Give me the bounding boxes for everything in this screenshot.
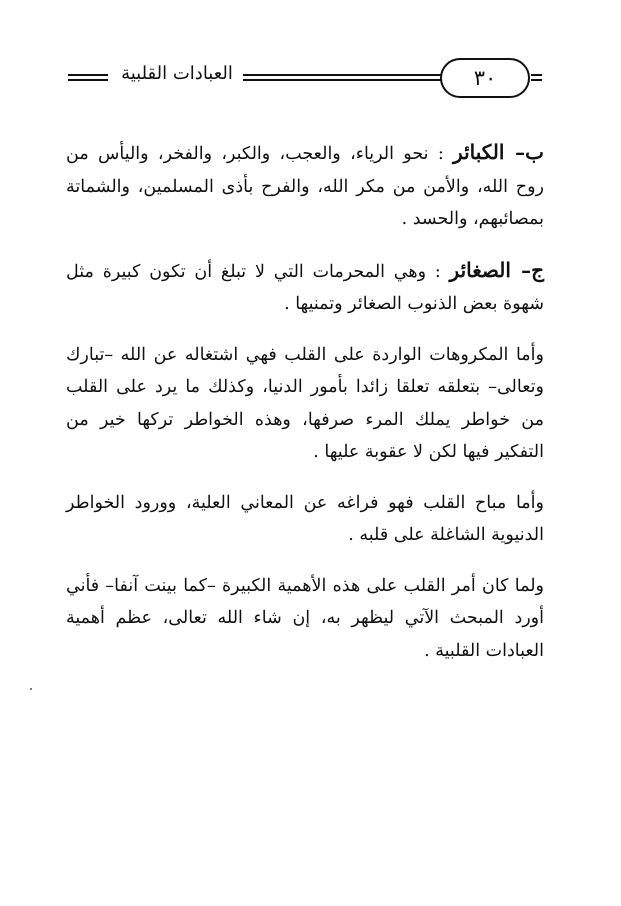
body-text: [66, 136, 544, 685]
running-header: [68, 58, 542, 98]
page-number: ٣٠: [440, 58, 530, 98]
paragraph-saghair: [66, 254, 544, 321]
term-kabair: ب– الكبائر: [453, 140, 544, 164]
scan-speck: [30, 688, 32, 690]
paragraph-makruhat: وأما المكروهات الواردة على القلب فهي اشتغاله عن الله –تبارك وتعالى– بتعلقه تعلقا زائدا بأمور الدنيا، وكذلك ما يرد على القلب من خواطر يملك المرء صرفها، وهذه الخواطر تركها خير من التفكير فيها لكن لا عقوبة عليها .: [66, 344, 544, 462]
paragraph-text: : نحو الرياء، والعجب، والكبر، والفخر، واليأس من روح الله، والأمن من مكر الله، والفرح بأذى المسلمين، والشماتة بمصائبهم، والحسد .: [66, 144, 544, 229]
term-saghair: ج– الصغائر: [449, 257, 544, 282]
paragraph-text: : وهي المحرمات التي لا تبلغ أن تكون كبيرة مثل شهوة بعض الذنوب الصغائر وتمنيها .: [66, 261, 544, 314]
running-title: العبادات القلبية: [121, 63, 233, 84]
header-rule-left: [68, 74, 108, 81]
paragraph-kabair: [66, 136, 544, 236]
paragraph-mubah: وأما مباح القلب فهو فراغه عن المعاني العلية، وورود الخواطر الدنيوية الشاغلة على قلبه .: [66, 492, 544, 545]
header-rule-right: [531, 74, 542, 81]
paragraph-conclusion: ولما كان أمر القلب على هذه الأهمية الكبيرة –كما بينت آنفا– فأني أورد المبحث الآتي ليظهر به، إن شاء الله تعالى، عظم أهمية العبادات القلبية .: [66, 575, 544, 661]
